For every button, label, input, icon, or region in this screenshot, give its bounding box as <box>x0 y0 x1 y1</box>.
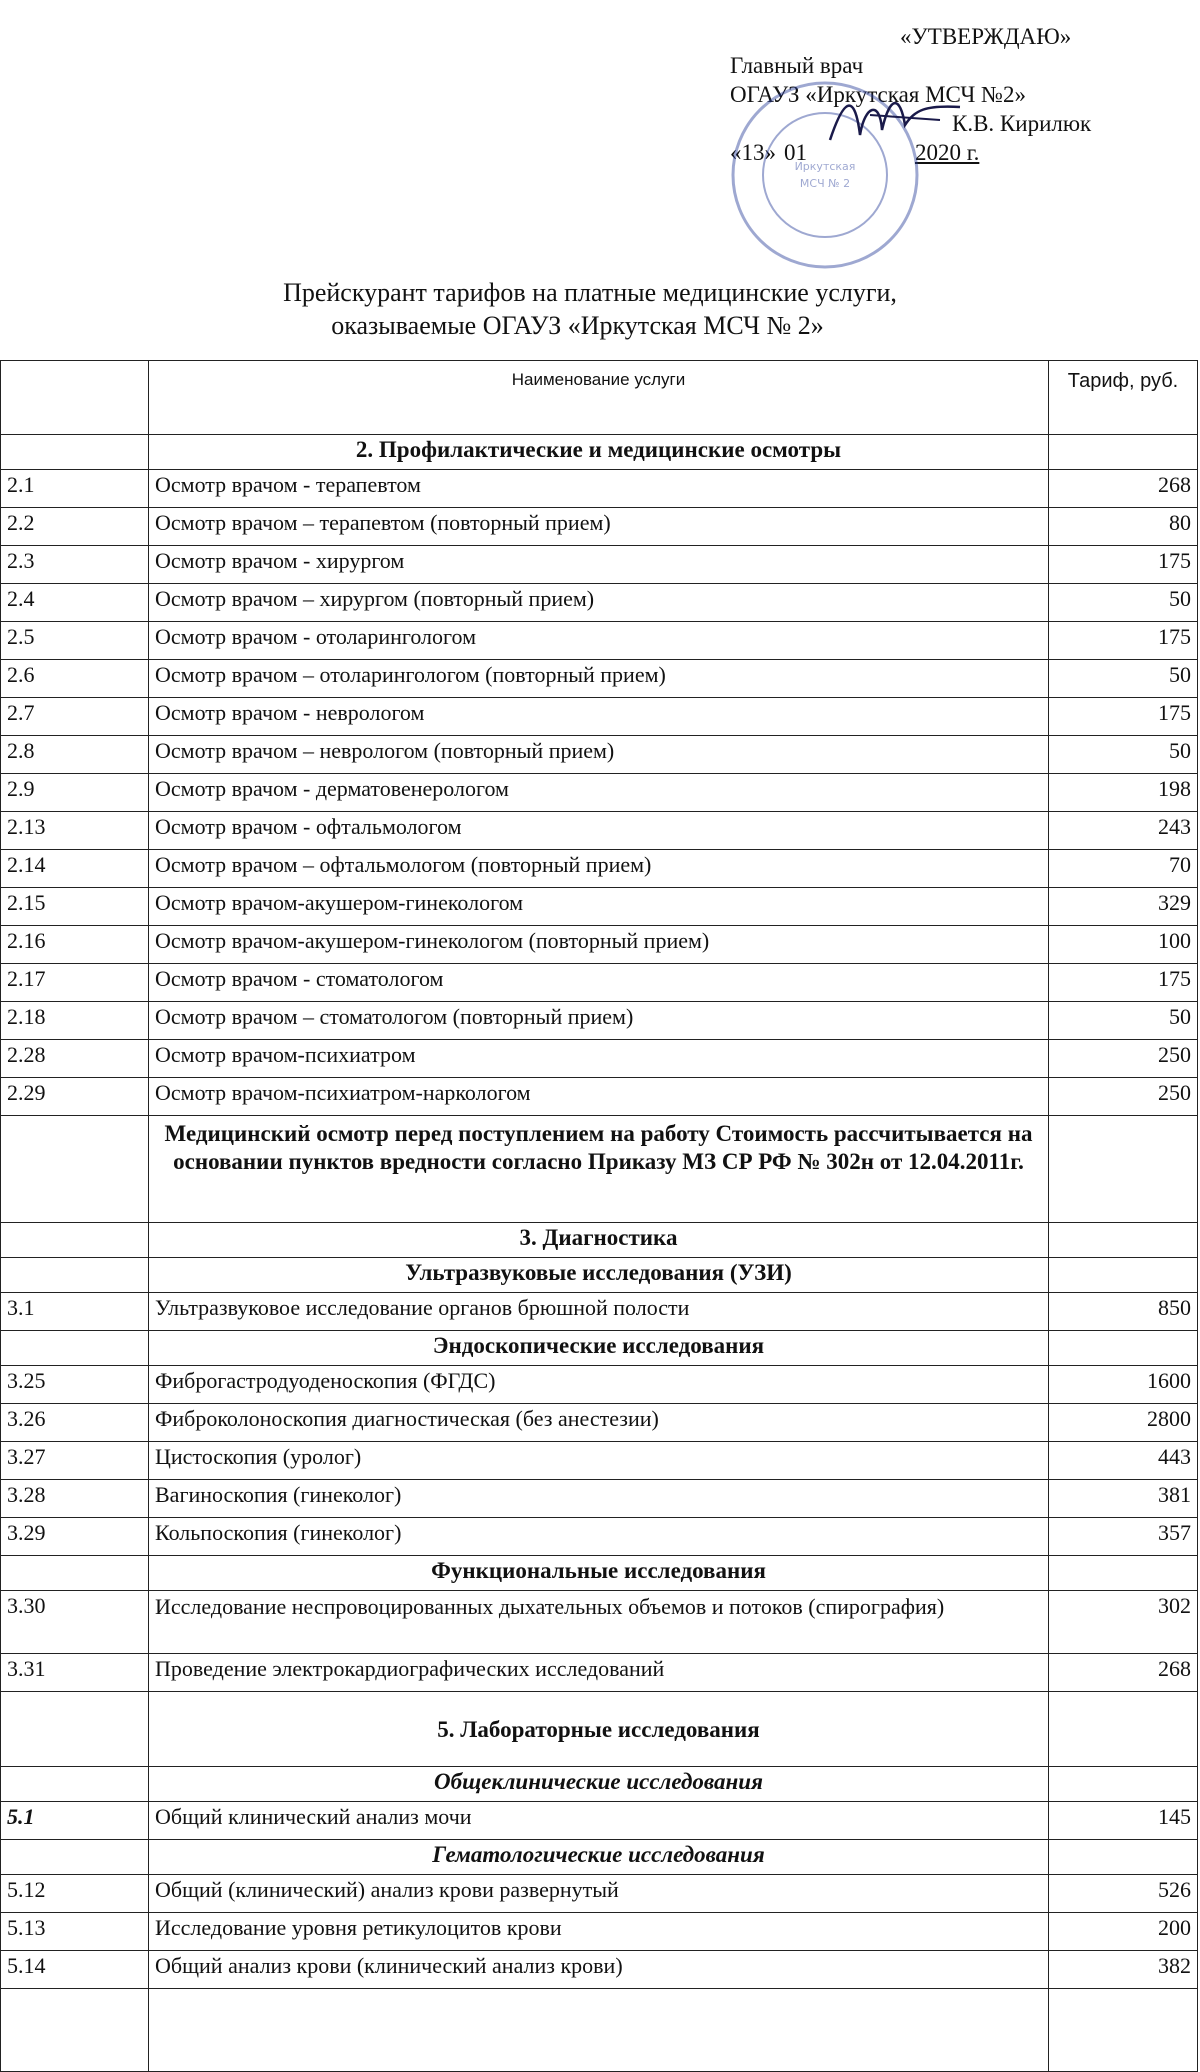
row-service-name: Цистоскопия (уролог) <box>149 1442 1049 1480</box>
table-row <box>1 660 1198 698</box>
row-tariff: 268 <box>1049 1654 1198 1692</box>
header-code <box>1 361 149 435</box>
section-empty-cell <box>1 1692 149 1767</box>
row-service-name: Осмотр врачом-психиатром-наркологом <box>149 1078 1049 1116</box>
row-code: 2.2 <box>1 508 149 546</box>
row-service-name: Осмотр врачом - офтальмологом <box>149 812 1049 850</box>
table-row <box>1 1802 1198 1840</box>
header-tariff: Тариф, руб. <box>1049 361 1198 435</box>
row-tariff: 329 <box>1049 888 1198 926</box>
row-service-name: Осмотр врачом – стоматологом (повторный прием) <box>149 1002 1049 1040</box>
row-tariff: 250 <box>1049 1078 1198 1116</box>
row-service-name: Общий анализ крови (клинический анализ крови) <box>149 1951 1049 1989</box>
section-empty-cell <box>1 1223 149 1258</box>
section-row <box>1 1331 1198 1366</box>
row-service-name: Фиброколоноскопия диагностическая (без анестезии) <box>149 1404 1049 1442</box>
section-empty-cell <box>1 1556 149 1591</box>
section-title: 2. Профилактические и медицинские осмотры <box>149 435 1049 470</box>
table-row <box>1 546 1198 584</box>
approval-day: «13» <box>730 140 776 165</box>
blank-row <box>1 1989 1198 2072</box>
approver-name: К.В. Кирилюк <box>952 111 1092 136</box>
table-row <box>1 850 1198 888</box>
row-service-name: Общий (клинический) анализ крови развернутый <box>149 1875 1049 1913</box>
row-service-name: Осмотр врачом-акушером-гинекологом <box>149 888 1049 926</box>
row-code: 2.9 <box>1 774 149 812</box>
table-row <box>1 1913 1198 1951</box>
row-code: 3.1 <box>1 1293 149 1331</box>
row-code: 2.16 <box>1 926 149 964</box>
row-service-name: Осмотр врачом - отоларингологом <box>149 622 1049 660</box>
row-code: 3.27 <box>1 1442 149 1480</box>
row-service-name: Общий клинический анализ мочи <box>149 1802 1049 1840</box>
section-empty-cell <box>1049 1692 1198 1767</box>
table-row <box>1 1480 1198 1518</box>
table-row <box>1 964 1198 1002</box>
section-title: 5. Лабораторные исследования <box>149 1692 1049 1767</box>
approval-month: 01 <box>784 140 807 165</box>
row-code: 3.25 <box>1 1366 149 1404</box>
row-tariff: 1600 <box>1049 1366 1198 1404</box>
row-code: 2.17 <box>1 964 149 1002</box>
note-text: Медицинский осмотр перед поступлением на работу Стоимость рассчитывается на основании пунктов вредности согласно Приказу МЗ СР РФ № 302н от 12.04.2011г. <box>149 1116 1049 1223</box>
table-row <box>1 812 1198 850</box>
section-row <box>1 1767 1198 1802</box>
row-tariff: 50 <box>1049 1002 1198 1040</box>
table-row <box>1 1654 1198 1692</box>
row-code: 3.26 <box>1 1404 149 1442</box>
blank-cell <box>149 1989 1049 2072</box>
row-tariff: 357 <box>1049 1518 1198 1556</box>
svg-text:Иркутская: Иркутская <box>794 160 856 173</box>
row-service-name: Осмотр врачом – хирургом (повторный прием) <box>149 584 1049 622</box>
row-code: 5.12 <box>1 1875 149 1913</box>
row-tariff: 50 <box>1049 584 1198 622</box>
table-row <box>1 888 1198 926</box>
table-row <box>1 1518 1198 1556</box>
row-code: 2.14 <box>1 850 149 888</box>
row-tariff: 80 <box>1049 508 1198 546</box>
row-tariff: 381 <box>1049 1480 1198 1518</box>
signature <box>820 85 970 155</box>
row-code: 2.6 <box>1 660 149 698</box>
section-empty-cell <box>1 1258 149 1293</box>
row-service-name: Исследование неспровоцированных дыхательных объемов и потоков (спирография) <box>149 1591 1049 1654</box>
row-code: 2.3 <box>1 546 149 584</box>
row-tariff: 526 <box>1049 1875 1198 1913</box>
row-service-name: Осмотр врачом – неврологом (повторный прием) <box>149 736 1049 774</box>
row-tariff: 50 <box>1049 660 1198 698</box>
table-header <box>1 361 1198 435</box>
table-row <box>1 1040 1198 1078</box>
table-row <box>1 1442 1198 1480</box>
row-code: 2.5 <box>1 622 149 660</box>
table-row <box>1 622 1198 660</box>
row-tariff: 175 <box>1049 964 1198 1002</box>
blank-cell <box>1 1989 149 2072</box>
approver-organization: ОГАУЗ «Иркутская МСЧ №2» <box>730 82 1026 107</box>
row-service-name: Осмотр врачом – офтальмологом (повторный прием) <box>149 850 1049 888</box>
table-row <box>1 1404 1198 1442</box>
row-service-name: Осмотр врачом – отоларингологом (повторный прием) <box>149 660 1049 698</box>
row-service-name: Осмотр врачом - хирургом <box>149 546 1049 584</box>
row-service-name: Исследование уровня ретикулоцитов крови <box>149 1913 1049 1951</box>
row-tariff: 382 <box>1049 1951 1198 1989</box>
section-empty-cell <box>1 1767 149 1802</box>
section-row <box>1 1692 1198 1767</box>
section-empty-cell <box>1049 1556 1198 1591</box>
row-code: 5.14 <box>1 1951 149 1989</box>
title-line-2: оказываемые ОГАУЗ «Иркутская МСЧ № 2» <box>331 311 824 340</box>
row-tariff: 70 <box>1049 850 1198 888</box>
note-row <box>1 1116 1198 1223</box>
section-row <box>1 435 1198 470</box>
row-service-name: Кольпоскопия (гинеколог) <box>149 1518 1049 1556</box>
table-row <box>1 1293 1198 1331</box>
row-service-name: Осмотр врачом - неврологом <box>149 698 1049 736</box>
row-service-name: Фиброгастродуоденоскопия (ФГДС) <box>149 1366 1049 1404</box>
row-tariff: 243 <box>1049 812 1198 850</box>
document-title <box>0 276 1200 342</box>
section-title: Ультразвуковые исследования (УЗИ) <box>149 1258 1049 1293</box>
approval-heading: «УТВЕРЖДАЮ» <box>900 24 1072 49</box>
note-empty-cell <box>1 1116 149 1223</box>
section-title: 3. Диагностика <box>149 1223 1049 1258</box>
row-tariff: 100 <box>1049 926 1198 964</box>
row-tariff: 850 <box>1049 1293 1198 1331</box>
row-code: 5.13 <box>1 1913 149 1951</box>
table-row <box>1 926 1198 964</box>
table-row <box>1 1078 1198 1116</box>
table-row <box>1 698 1198 736</box>
row-service-name: Осмотр врачом - стоматологом <box>149 964 1049 1002</box>
row-code: 2.1 <box>1 470 149 508</box>
blank-cell <box>1049 1989 1198 2072</box>
table-row <box>1 584 1198 622</box>
row-code: 3.31 <box>1 1654 149 1692</box>
section-title: Функциональные исследования <box>149 1556 1049 1591</box>
row-code: 3.28 <box>1 1480 149 1518</box>
row-tariff: 145 <box>1049 1802 1198 1840</box>
row-service-name: Проведение электрокардиографических исследований <box>149 1654 1049 1692</box>
title-line-1: Прейскурант тарифов на платные медицинские услуги, <box>283 278 897 307</box>
row-code: 3.30 <box>1 1591 149 1654</box>
section-row <box>1 1840 1198 1875</box>
section-row <box>1 1223 1198 1258</box>
row-code: 2.7 <box>1 698 149 736</box>
table-row <box>1 1951 1198 1989</box>
svg-text:МСЧ № 2: МСЧ № 2 <box>799 177 851 190</box>
table-row <box>1 774 1198 812</box>
row-code: 2.15 <box>1 888 149 926</box>
section-row <box>1 1556 1198 1591</box>
row-tariff: 175 <box>1049 698 1198 736</box>
row-tariff: 250 <box>1049 1040 1198 1078</box>
table-row <box>1 1366 1198 1404</box>
row-code: 3.29 <box>1 1518 149 1556</box>
row-code: 2.13 <box>1 812 149 850</box>
row-tariff: 200 <box>1049 1913 1198 1951</box>
note-empty-cell <box>1049 1116 1198 1223</box>
row-code: 2.29 <box>1 1078 149 1116</box>
row-service-name: Осмотр врачом-акушером-гинекологом (повторный прием) <box>149 926 1049 964</box>
table-row <box>1 470 1198 508</box>
row-tariff: 175 <box>1049 622 1198 660</box>
section-empty-cell <box>1049 1223 1198 1258</box>
row-service-name: Осмотр врачом-психиатром <box>149 1040 1049 1078</box>
section-title: Эндоскопические исследования <box>149 1331 1049 1366</box>
row-code: 2.8 <box>1 736 149 774</box>
header-name: Наименование услуги <box>149 361 1049 435</box>
row-service-name: Осмотр врачом - терапевтом <box>149 470 1049 508</box>
row-tariff: 2800 <box>1049 1404 1198 1442</box>
section-empty-cell <box>1049 1258 1198 1293</box>
row-code: 5.1 <box>1 1802 149 1840</box>
row-code: 2.28 <box>1 1040 149 1078</box>
section-empty-cell <box>1049 1331 1198 1366</box>
approval-year: 2020 г. <box>915 140 980 165</box>
row-tariff: 50 <box>1049 736 1198 774</box>
section-empty-cell <box>1049 1767 1198 1802</box>
section-empty-cell <box>1 1840 149 1875</box>
row-tariff: 198 <box>1049 774 1198 812</box>
section-empty-cell <box>1 1331 149 1366</box>
section-empty-cell <box>1049 435 1198 470</box>
approver-position: Главный врач <box>730 53 864 78</box>
table-row <box>1 736 1198 774</box>
row-code: 2.4 <box>1 584 149 622</box>
table-row <box>1 1591 1198 1654</box>
section-empty-cell <box>1 435 149 470</box>
table-row <box>1 1002 1198 1040</box>
section-title: Общеклинические исследования <box>149 1767 1049 1802</box>
table-row <box>1 1875 1198 1913</box>
row-tariff: 302 <box>1049 1591 1198 1654</box>
row-service-name: Вагиноскопия (гинеколог) <box>149 1480 1049 1518</box>
row-service-name: Осмотр врачом - дерматовенерологом <box>149 774 1049 812</box>
row-service-name: Ультразвуковое исследование органов брюшной полости <box>149 1293 1049 1331</box>
section-empty-cell <box>1049 1840 1198 1875</box>
row-service-name: Осмотр врачом – терапевтом (повторный прием) <box>149 508 1049 546</box>
row-tariff: 443 <box>1049 1442 1198 1480</box>
price-table <box>0 360 1198 2072</box>
section-row <box>1 1258 1198 1293</box>
row-tariff: 175 <box>1049 546 1198 584</box>
row-tariff: 268 <box>1049 470 1198 508</box>
row-code: 2.18 <box>1 1002 149 1040</box>
section-title: Гематологические исследования <box>149 1840 1049 1875</box>
table-row <box>1 508 1198 546</box>
